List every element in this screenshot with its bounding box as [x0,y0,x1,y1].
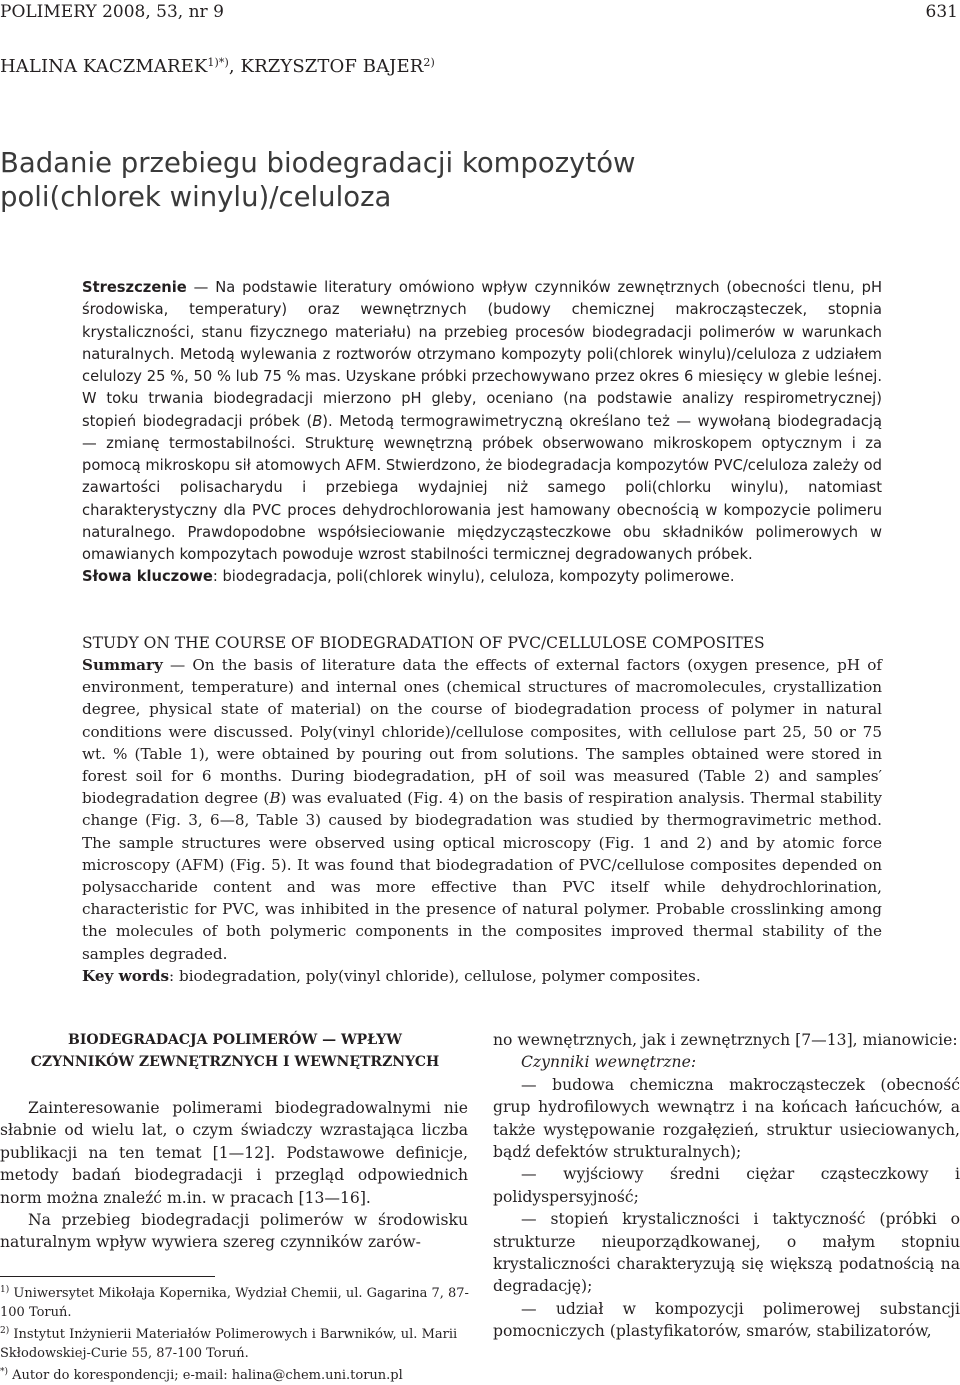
english-title: STUDY ON THE COURSE OF BIODEGRADATION OF PVC/CELLULOSE COMPOSITES [82,634,765,652]
symbol-b: B [269,789,281,808]
abstract-label: Streszczenie [82,279,187,296]
footnote-divider [0,1276,215,1277]
summary-text: ) was evaluated (Fig. 4) on the basis of respiration analysis. Thermal stability change (Fig. 3, 6—8, Table 3) caused by biodegradation was studied by thermogravimetric method. The sample structures were observed using optical microscopy (Fig. 1 and 2) and by atomic force microscopy (AFM) (Fig. 5). It was found that biodegradation of PVC/cellulose composites depended on polysaccharide content and was more effective than PVC itself while dehydrochlorination, characteristic for PVC, was inhibited in the presence of natural polymer. Probable crosslinking among the molecules of both polymeric components in the composites improved thermal stability of the samples degraded. [82,789,882,963]
footnote-mark: *) [0,1367,9,1377]
body-column-right [493,1029,960,1343]
list-item: — budowa chemiczna makrocząsteczek (obecność grup hydrofilowych wewnątrz i na końcach łańcuchów, a także występowanie rozgałęzień, struktur usieciowanych, bądź defektów strukturalnych); [493,1075,960,1162]
list-item: — udział w kompozycji polimerowej substancji pomocniczych (plastyfikatorów, smarów, stabilizatorów, [493,1299,960,1341]
heading-line: BIODEGRADACJA POLIMERÓW — WPŁYW [68,1032,402,1048]
abstract-text: — Na podstawie literatury omówiono wpływ czynników zewnętrznych (obecności tlenu, pH środowiska, temperatury) oraz wewnętrznych (budowy chemicznej makrocząsteczek, stopnia krystaliczności, stanu fizycznego materiału) na przebieg procesów biodegradacji polimerów w warunkach naturalnych. Metodą wylewania z roztworów otrzymano kompozyty poli(chlorek winylu)/celuloza z udziałem celulozy 25 %, 50 % lub 75 % mas. Uzyskane próbki przechowywano przez okres 6 miesięcy w glebie leśnej. W toku trwania biodegradacji mierzono pH gleby, oceniano (na podstawie analizy respirometrycznej) stopień biodegradacji próbek ( [82,279,882,430]
symbol-b: B [312,412,323,430]
author-name: KRZYSZTOF BAJER [240,56,424,77]
list-item: — stopień krystaliczności i taktyczność (próbki o strukturze nieuporządkowanej, o małym stopniu krystaliczności charakteryzują się większą podatnością na degradację); [493,1210,960,1296]
affiliation-mark: 2) [423,56,435,69]
footnote [0,1281,470,1322]
keywords-text: : biodegradacja, poli(chlorek winylu), celuloza, kompozyty polimerowe. [212,568,735,586]
summary-text: — On the basis of literature data the effects of external factors (oxygen presence, pH of environment, temperature) and internal ones (chemical structures of macromolecules, crystallization degree, physical state of material) on the course of biodegradation process of polymer in natural conditions were discussed. Poly(vinyl chloride)/cellulose composites, with cellulose part 25, 50 or 75 wt. % (Table 1), were obtained by pouring out from solutions. The samples obtained were stored in forest soil for 6 months. During biodegradation, pH of soil was measured (Table 2) and samples′ biodegradation degree ( [82,656,882,808]
title-line: Badanie przebiegu biodegradacji kompozytów [0,147,636,179]
title-line: poli(chlorek winylu)/celuloza [0,181,392,213]
page-number: 631 [925,2,958,22]
author-separator: , [228,56,241,77]
heading-line: CZYNNIKÓW ZEWNĘTRZNYCH I WEWNĘTRZNYCH [30,1054,440,1070]
keywords-label: Key words [82,966,170,985]
author-line [0,56,435,77]
keywords-text: : biodegradation, poly(vinyl chloride), cellulose, polymer composites. [169,966,701,985]
footnote-mark: 1) [0,1285,10,1295]
body-paragraph: Na przebieg biodegradacji polimerów w środowisku naturalnym wpływ wywiera szereg czynników zarów- [0,1211,468,1252]
body-paragraph: no wewnętrznych, jak i zewnętrznych [7—13], mianowicie: [493,1031,958,1049]
footnote [0,1363,470,1385]
author-name: HALINA KACZMAREK [0,56,208,77]
footnote-text: Uniwersytet Mikołaja Kopernika, Wydział Chemii, ul. Gagarina 7, 87-100 Toruń. [0,1286,469,1320]
body-paragraph: Zainteresowanie polimerami biodegradowalnymi nie słabnie od wielu lat, o czym świadczy wzrastająca liczba publikacji na ten temat [1—12]. Podstawowe definicje, metody badań biodegradacji i przegląd odpowiednich norm można znaleźć m.in. w pracach [13—16]. [0,1099,468,1207]
article-title [0,146,720,214]
abstract-polish [82,277,882,589]
footnote-text: Instytut Inżynierii Materiałów Polimerowych i Barwników, ul. Marii Skłodowskiej-Curie 55, 87-100 Toruń. [0,1327,458,1361]
affiliation-mark: 1)*) [207,56,229,69]
footnote [0,1322,470,1363]
journal-header: POLIMERY 2008, 53, nr 9 [0,2,224,22]
summary-label: Summary [82,656,163,674]
footnote-mark: 2) [0,1326,10,1336]
list-item: — wyjściowy średni ciężar cząsteczkowy i polidyspersyjność; [493,1165,960,1206]
abstract-text: ). Metodą termograwimetryczną określano też — wywołaną biodegradacją — zmianę termostabilności. Strukturę wewnętrzną próbek obserwowano mikroskopem optycznym i za pomocą mikroskopu sił atomowych AFM. Stwierdzono, że biodegradacja kompozytów PVC/celuloza zależy od zawartości polisacharydu i przebiega wydajniej niż samego poli(chlorku winylu), natomiast charakterystyczny dla PVC proces dehydrochlorowania jest hamowany obecnością w kompozycie polimeru naturalnego. Prawdopodobne współsieciowanie międzycząsteczkowe obu składników polimerowych w omawianych kompozytach powoduje wzrost stabilności termicznej degradowanych próbek. [82,412,882,563]
footnotes [0,1281,470,1385]
section-heading [0,1029,470,1073]
abstract-english [82,654,882,987]
body-column-left [0,1097,468,1254]
footnote-text: Autor do korespondencji; e-mail: halina@chem.uni.torun.pl [8,1368,403,1383]
subheading: Czynniki wewnętrzne: [521,1053,697,1072]
keywords-label: Słowa kluczowe [82,568,213,586]
